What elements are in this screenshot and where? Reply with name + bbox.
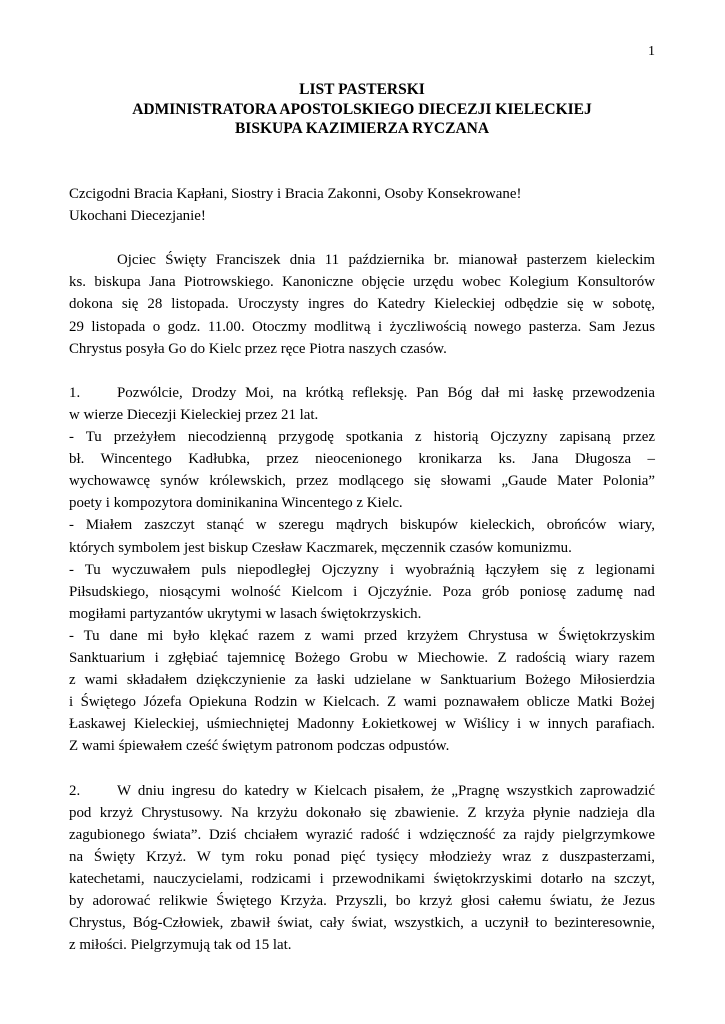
section-2-text: W dniu ingresu do katedry w Kielcach pisałem, że „Pragnę wszystkich zaprowadzić xyxy=(117,782,655,799)
greeting-line: Ukochani Diecezjanie! xyxy=(69,208,206,225)
intro-line: dokona się 28 listopada. Uroczysty ingres do Katedry Kieleckiej odbędzie się w sobotę, xyxy=(69,296,655,313)
letter-body xyxy=(69,183,655,956)
section-1-line: w wierze Diecezji Kieleckiej przez 21 lat. xyxy=(69,406,319,423)
greeting-line: Czcigodni Bracia Kapłani, Siostry i Bracia Zakonni, Osoby Konsekrowane! xyxy=(69,186,522,202)
section-2-line: katechetami, nauczycielami, rodzicami i przewodnikami świętokrzyskimi dotarło na szczyt, xyxy=(69,870,655,887)
intro-line: Ojciec Święty Franciszek dnia 11 października br. mianował pasterzem kieleckim xyxy=(117,252,655,269)
section-1-line: i Świętego Józefa Opiekuna Rodzin w Kielcach. Z wami poznawałem oblicze Matki Bożej xyxy=(69,694,655,711)
section-2-line: Chrystus, Bóg-Człowiek, zbawił świat, cały świat, wszystkich, a uczynił to bezinteresownie, xyxy=(69,915,655,932)
section-1-line: Łaskawej Kieleckiej, uśmiechniętej Madonny Łokietkowej w Wiślicy i w innych parafiach. xyxy=(69,716,655,733)
paragraph-gap xyxy=(69,360,655,382)
page-number: 1 xyxy=(648,44,655,59)
title-line: ADMINISTRATORA APOSTOLSKIEGO DIECEZJI KIELECKIEJ xyxy=(132,100,592,118)
section-1-line: mogiłami partyzantów ukrytymi w lasach świętokrzyskich. xyxy=(69,605,422,622)
section-1-line: wychowawcę synów królewskich, przez modlącego się słowami „Gaude Mater Polonia” xyxy=(69,473,655,490)
section-2-number: 2. xyxy=(69,782,81,799)
section-1-line: Sanktuarium i zgłębiać tajemnicę Bożego Grobu w Miechowie. Z radością wiary razem xyxy=(69,649,655,666)
section-1-line: - Miałem zaszczyt stanąć w szeregu mądrych biskupów kieleckich, obrońców wiary, xyxy=(69,517,655,534)
intro-line: 29 listopada o godz. 11.00. Otoczmy modlitwą i życzliwością nowego pasterza. Sam Jezus xyxy=(69,318,655,335)
title-line: BISKUPA KAZIMIERZA RYCZANA xyxy=(234,120,490,137)
section-2-line: na Święty Krzyż. W tym roku ponad pięć tysięcy młodzieży wraz z duszpasterzami, xyxy=(69,848,655,865)
section-1-line: - Tu dane mi było klękać razem z wami przed krzyżem Chrystusa w Świętokrzyskim xyxy=(69,627,655,644)
section-1-text: Pozwólcie, Drodzy Moi, na krótką refleksję. Pan Bóg dał mi łaskę przewodzenia xyxy=(117,384,655,401)
title-line: LIST PASTERSKI xyxy=(299,81,425,98)
section-2-line: zagubionego świata”. Dziś chciałem wyrazić radość i wdzięczność za rajdy pielgrzymkowe xyxy=(69,826,655,843)
letter-title xyxy=(69,80,655,139)
section-2-line: by adorować relikwie Świętego Krzyża. Przyszli, bo krzyż głosi całemu światu, że Jezus xyxy=(69,893,655,909)
intro-line: ks. biskupa Jana Piotrowskiego. Kanoniczne objęcie urzędu wobec Kolegium Konsultorów xyxy=(69,274,655,291)
section-1-first-line xyxy=(69,382,655,404)
section-1-line: z wami składałem dziękczynienie za łaski udzielane w Sanktuarium Bożego Miłosierdzia xyxy=(69,672,655,689)
section-1-line: Piłsudskiego, niosącymi wolność Kielcom i Ojczyźnie. Poza grób poniosę zadumę nad xyxy=(69,583,655,600)
section-1-number: 1. xyxy=(69,384,81,401)
section-2-first-line xyxy=(69,780,655,802)
intro-line: Chrystus posyła Go do Kielc przez ręce Piotra naszych czasów. xyxy=(69,340,447,357)
paragraph-gap xyxy=(69,757,655,779)
section-1-line: - Tu przeżyłem niecodzienną przygodę spotkania z historią Ojczyzny zapisaną przez xyxy=(69,429,655,446)
section-2-line: z miłości. Pielgrzymują tak od 15 lat. xyxy=(69,937,292,954)
section-1-line: - Tu wyczuwałem puls niepodległej Ojczyzny i wyobraźnią łączyłem się z legionami xyxy=(69,561,655,578)
paragraph-gap xyxy=(69,227,655,249)
section-1-line: bł. Wincentego Kadłubka, przez nieocenionego kronikarza ks. Jana Długosza – xyxy=(69,451,655,468)
section-2-line: pod krzyż Chrystusowy. Na krzyżu dokonało się zbawienie. Z krzyża płynie nadzieja dla xyxy=(69,804,655,821)
section-1-line: Z wami śpiewałem cześć świętym patronom podczas odpustów. xyxy=(69,738,450,755)
section-1-line: poety i kompozytora dominikanina Wincentego z Kielc. xyxy=(69,495,403,512)
section-1-line: których symbolem jest biskup Czesław Kaczmarek, męczennik czasów komunizmu. xyxy=(69,539,572,556)
